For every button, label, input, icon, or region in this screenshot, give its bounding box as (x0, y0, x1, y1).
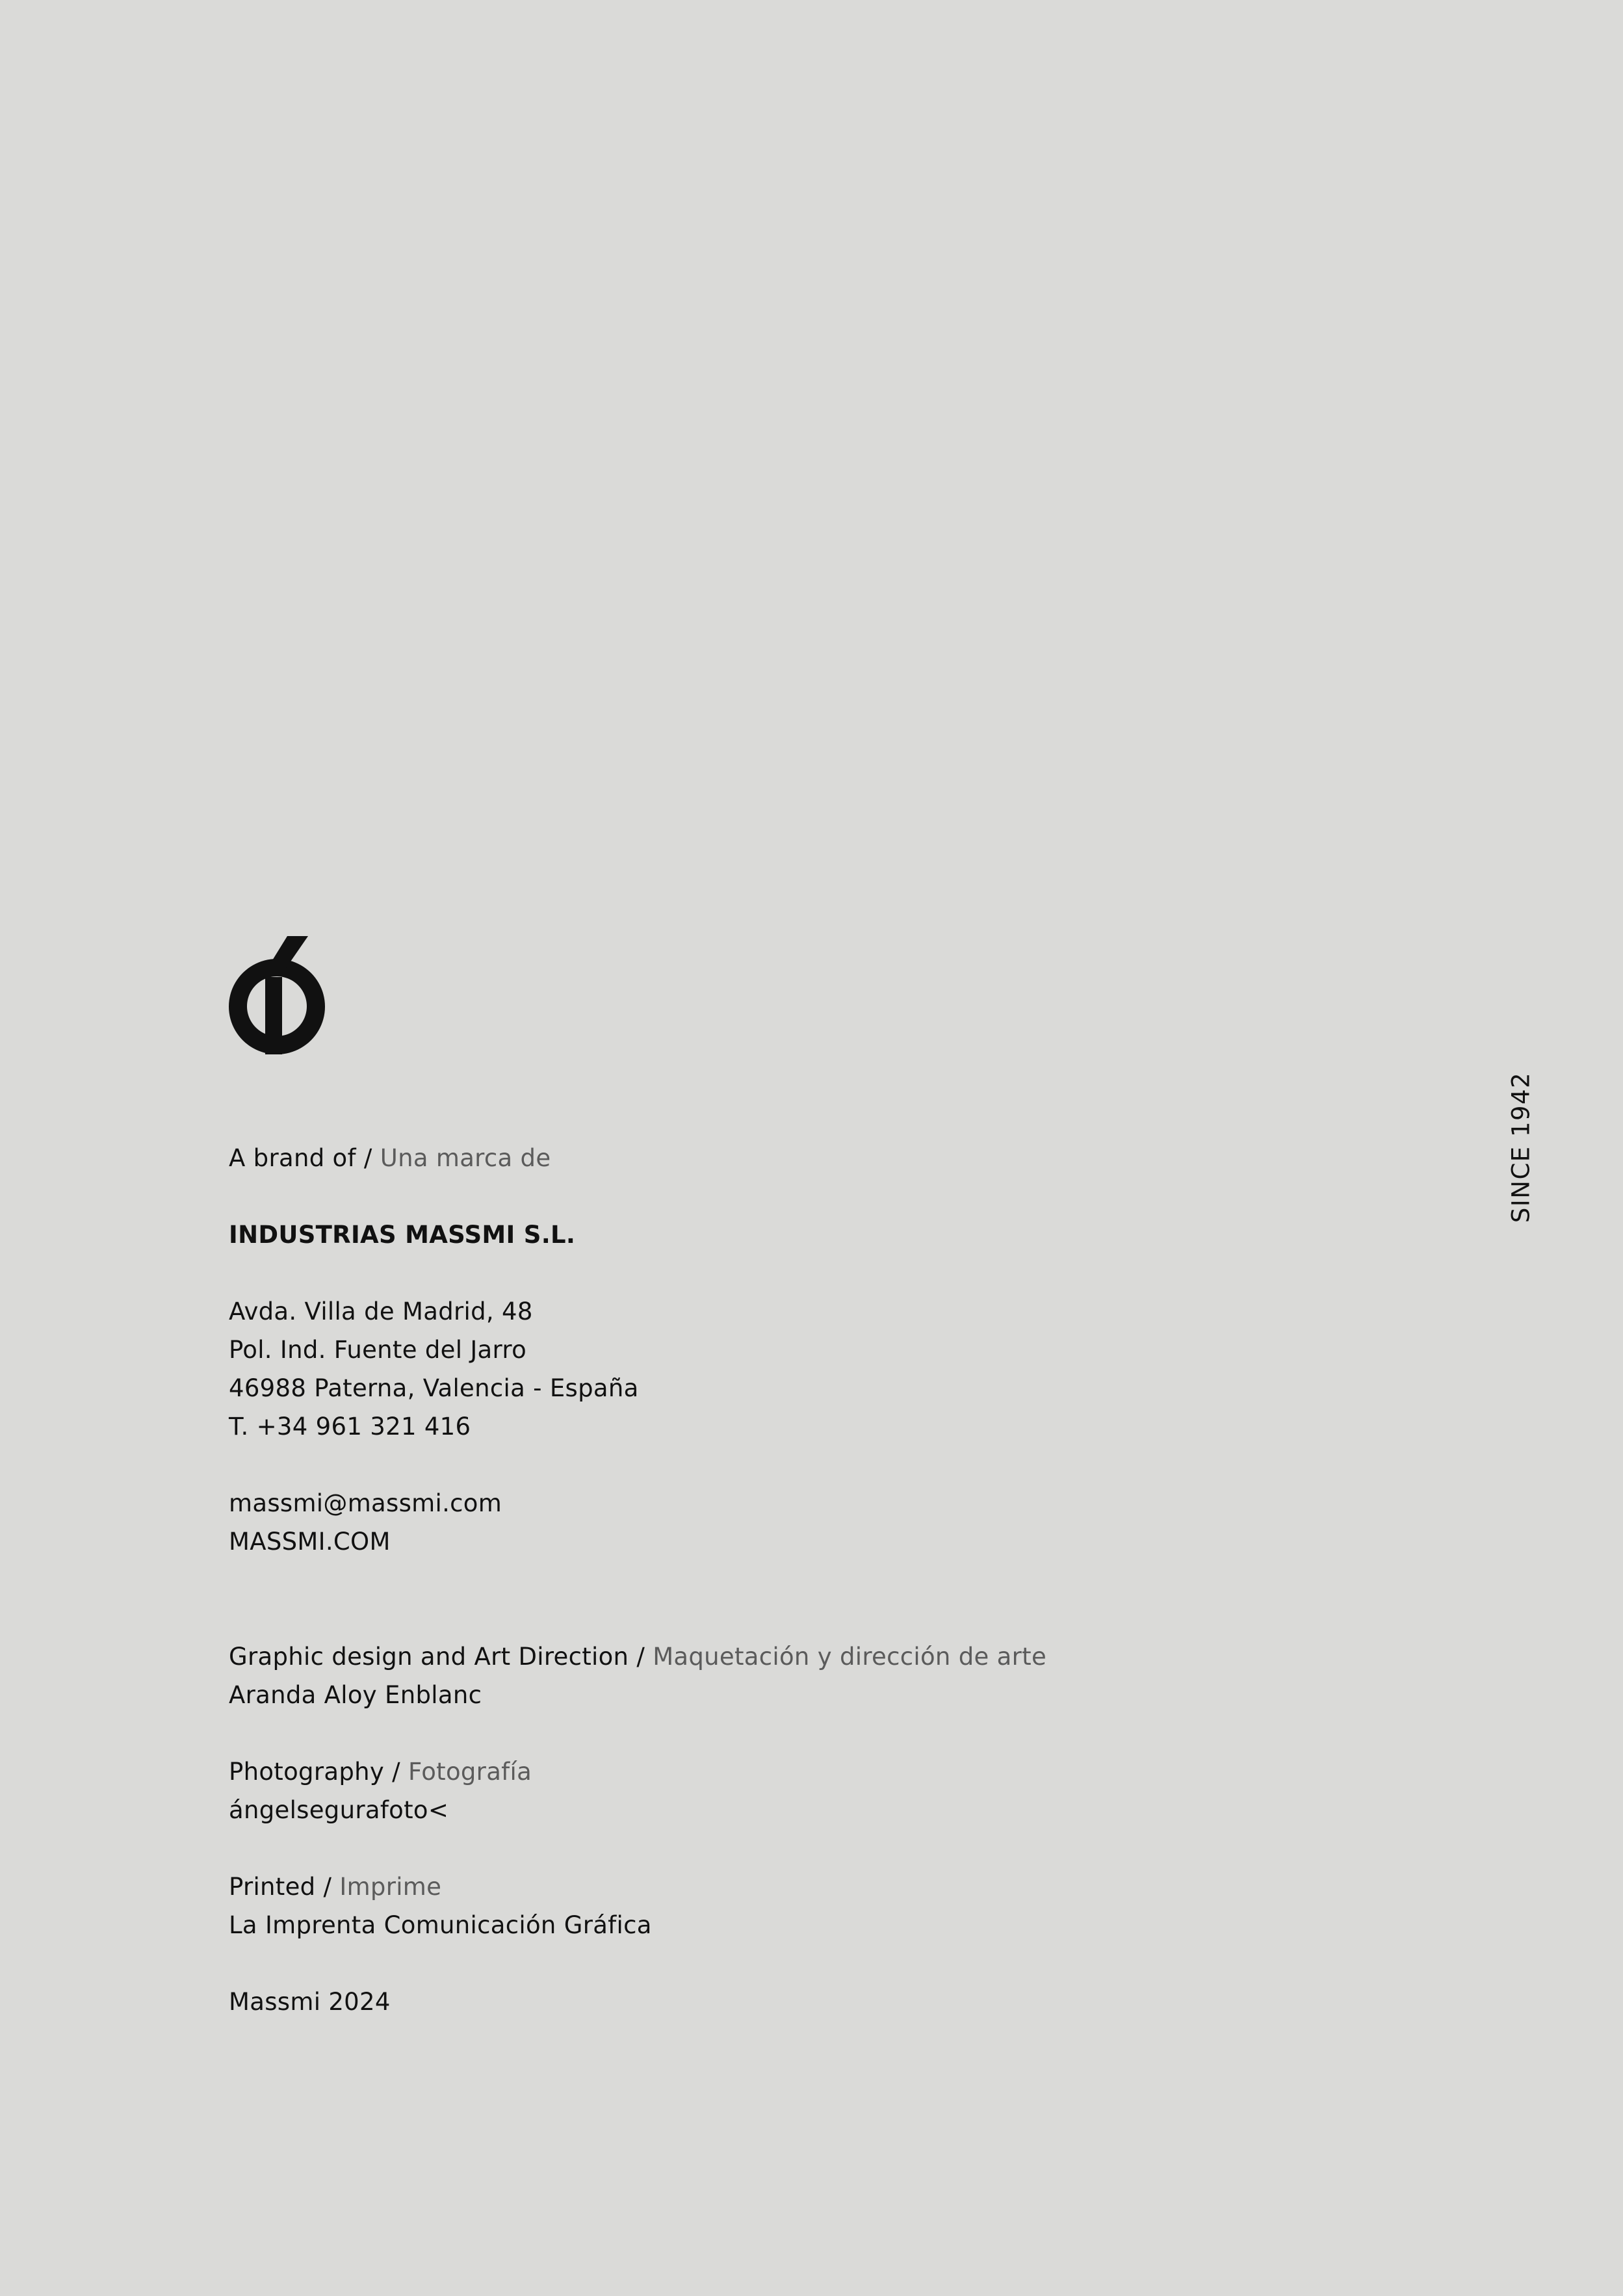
printed-credit-label (229, 1868, 1204, 1906)
design-credit-value: Aranda Aloy Enblanc (229, 1681, 482, 1709)
design-label-en: Graphic design and Art Direction / (229, 1643, 645, 1671)
footer-year: Massmi 2024 (229, 1988, 391, 2016)
printed-label-en: Printed / (229, 1873, 332, 1901)
website-link[interactable]: MASSMI.COM (229, 1528, 391, 1556)
brand-of-line (229, 1139, 1204, 1177)
design-credit-label (229, 1637, 1204, 1676)
photography-credit-label (229, 1753, 1204, 1791)
email-link[interactable]: massmi@massmi.com (229, 1489, 502, 1517)
colophon (229, 1139, 1204, 2021)
brand-of-label-es: Una marca de (380, 1144, 551, 1172)
massmi-logo-icon (227, 936, 326, 1054)
printed-label-es: Imprime (339, 1873, 442, 1901)
printed-credit-value: La Imprenta Comunicación Gráfica (229, 1911, 652, 1939)
since-label: SINCE 1942 (1507, 1071, 1535, 1223)
photography-credit-value: ángelsegurafoto< (229, 1796, 449, 1824)
company-name: INDUSTRIAS MASSMI S.L. (229, 1221, 576, 1249)
address-line-3: 46988 Paterna, Valencia - España (229, 1374, 639, 1402)
photography-label-es: Fotografía (408, 1758, 532, 1786)
photography-label-en: Photography / (229, 1758, 400, 1786)
address-line-2: Pol. Ind. Fuente del Jarro (229, 1336, 527, 1364)
address-line-1: Avda. Villa de Madrid, 48 (229, 1298, 533, 1325)
design-label-es: Maquetación y dirección de arte (653, 1643, 1047, 1671)
phone-line: T. +34 961 321 416 (229, 1413, 471, 1441)
brand-of-label-en: A brand of / (229, 1144, 372, 1172)
